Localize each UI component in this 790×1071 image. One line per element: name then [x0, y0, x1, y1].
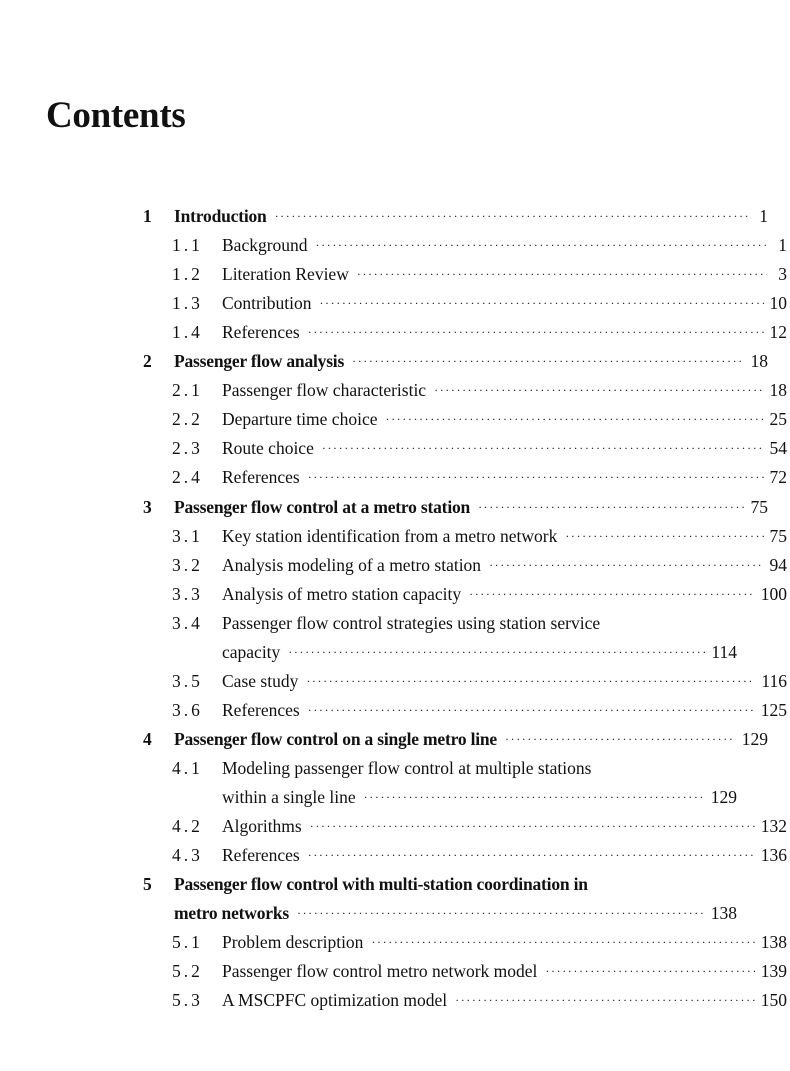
dot-leader — [308, 465, 764, 489]
toc-page-number: 125 — [760, 699, 787, 720]
toc-entry-body — [143, 495, 768, 521]
toc-entry-number: 3.1 — [172, 525, 203, 546]
dot-leader — [288, 640, 705, 664]
toc-entry-body — [172, 320, 787, 346]
toc-section-entry[interactable] — [172, 698, 787, 722]
dot-leader — [308, 320, 764, 344]
dot-leader — [455, 988, 755, 1012]
toc-entry-title: References — [222, 845, 300, 866]
toc-page-number: 75 — [769, 525, 787, 546]
toc-entry-title-continued: metro networks — [174, 903, 289, 924]
toc-page-number: 18 — [769, 380, 787, 401]
dot-leader — [308, 698, 755, 722]
toc-entry-body — [172, 436, 787, 462]
toc-entry-body — [172, 262, 787, 288]
toc-entry-body — [172, 582, 787, 608]
toc-entry-title: Algorithms — [222, 816, 302, 837]
toc-entry-title: Contribution — [222, 293, 312, 314]
toc-entry-title: Analysis modeling of a metro station — [222, 554, 482, 575]
dot-leader — [308, 843, 755, 867]
toc-entry-body — [172, 233, 787, 259]
toc-entry-body — [172, 465, 787, 491]
toc-entry-body — [172, 407, 787, 433]
toc-section-entry[interactable] — [172, 378, 787, 402]
toc-page-number: 136 — [760, 845, 787, 866]
toc-entry-number: 2.1 — [172, 380, 203, 401]
toc-entry-number: 3.3 — [172, 583, 203, 604]
toc-page-number: 132 — [760, 816, 787, 837]
toc-section-entry[interactable] — [172, 436, 787, 460]
dot-leader — [385, 407, 763, 431]
toc-page-number: 94 — [769, 554, 787, 575]
toc-chapter-entry[interactable] — [143, 349, 768, 373]
toc-page-number: 25 — [769, 409, 787, 430]
toc-entry-title-continued: capacity — [222, 641, 281, 662]
toc-section-entry[interactable] — [172, 407, 787, 431]
toc-entry-body — [172, 959, 787, 985]
toc-entry-title: Passenger flow control with multi-station coordination in — [174, 874, 588, 895]
toc-section-entry[interactable] — [172, 611, 737, 635]
toc-entry-number: 4 — [143, 728, 152, 749]
toc-section-entry[interactable] — [172, 814, 787, 838]
dot-leader — [469, 582, 755, 606]
toc-entry-body — [172, 611, 737, 635]
dot-leader — [310, 814, 755, 838]
toc-entry-title: Passenger flow characteristic — [222, 380, 427, 401]
toc-page-number: 139 — [760, 961, 787, 982]
toc-entry-continuation[interactable] — [222, 785, 737, 809]
toc-entry-body — [222, 640, 737, 666]
toc-chapter-entry[interactable] — [143, 727, 768, 751]
toc-entry-number: 5.1 — [172, 932, 203, 953]
toc-entry-body — [172, 843, 787, 869]
dot-leader — [565, 524, 763, 548]
toc-page-number: 138 — [760, 932, 787, 953]
toc-entry-number: 3.4 — [172, 612, 203, 633]
toc-entry-number: 4.2 — [172, 816, 203, 837]
toc-entry-body — [174, 901, 737, 927]
dot-leader — [352, 349, 744, 373]
toc-entry-body — [143, 349, 768, 375]
toc-entry-body — [172, 756, 737, 780]
dot-leader — [316, 233, 767, 257]
toc-entry-body — [143, 204, 768, 230]
toc-entry-title: References — [222, 322, 300, 343]
toc-section-entry[interactable] — [172, 524, 787, 548]
toc-entry-title: Analysis of metro station capacity — [222, 583, 462, 604]
dot-leader — [545, 959, 754, 983]
dot-leader — [364, 785, 705, 809]
toc-entry-body — [143, 872, 737, 896]
toc-entry-title: References — [222, 699, 300, 720]
toc-entry-title: Problem description — [222, 932, 364, 953]
toc-page-number: 116 — [761, 670, 787, 691]
toc-entry-body — [172, 698, 787, 724]
toc-entry-title: Passenger flow control metro network model — [222, 961, 538, 982]
toc-entry-title: Departure time choice — [222, 409, 378, 430]
toc-page-number: 100 — [760, 583, 787, 604]
toc-page-number: 138 — [710, 903, 737, 924]
toc-section-entry[interactable] — [172, 262, 787, 286]
dot-leader — [371, 930, 754, 954]
toc-page-number: 129 — [710, 787, 737, 807]
toc-entry-title: Key station identification from a metro network — [222, 525, 558, 546]
toc-entry-body — [143, 727, 768, 753]
toc-entry-continuation[interactable] — [174, 901, 737, 925]
toc-entry-title-continued: within a single line — [222, 787, 356, 807]
toc-section-entry[interactable] — [172, 843, 787, 867]
toc-entry-number: 2.2 — [172, 409, 203, 430]
toc-section-entry[interactable] — [172, 930, 787, 954]
toc-page-number: 1 — [759, 206, 768, 226]
toc-section-entry[interactable] — [172, 582, 787, 606]
toc-entry-number: 1.3 — [172, 293, 203, 314]
toc-entry-number: 5.3 — [172, 990, 203, 1011]
toc-entry-title: Passenger flow control at a metro station — [174, 496, 471, 517]
toc-entry-number: 5 — [143, 874, 152, 895]
toc-section-entry[interactable] — [172, 233, 787, 257]
toc-page-number: 129 — [741, 728, 768, 749]
toc-entry-body — [172, 814, 787, 840]
toc-page-number: 114 — [711, 641, 737, 662]
toc-entry-title: Introduction — [174, 206, 267, 226]
toc-page-number: 10 — [769, 293, 787, 314]
page-title: Contents — [46, 95, 186, 136]
toc-entry-body — [172, 669, 787, 695]
toc-entry-number: 4.3 — [172, 845, 203, 866]
dot-leader — [357, 262, 767, 286]
toc-entry-number: 2 — [143, 351, 152, 372]
toc-section-entry[interactable] — [172, 756, 737, 780]
toc-page-number: 54 — [769, 438, 787, 459]
toc-entry-number: 4.1 — [172, 757, 203, 778]
toc-section-entry[interactable] — [172, 669, 787, 693]
dot-leader — [322, 436, 764, 460]
toc-entry-number: 3.5 — [172, 670, 203, 691]
toc-page-number: 150 — [760, 990, 787, 1011]
dot-leader — [306, 669, 755, 693]
toc-entry-body — [172, 988, 787, 1014]
toc-entry-title: Passenger flow analysis — [174, 351, 345, 372]
toc-page-number: 12 — [769, 322, 787, 343]
toc-entry-body — [172, 524, 787, 550]
toc-entry-number: 1.2 — [172, 264, 203, 285]
toc-page-number: 3 — [778, 264, 787, 285]
toc-entry-body — [222, 785, 737, 811]
toc-entry-number: 2.3 — [172, 438, 203, 459]
toc-section-entry[interactable] — [172, 553, 787, 577]
toc-page-number: 72 — [769, 467, 787, 488]
toc-entry-body — [172, 378, 787, 404]
dot-leader — [489, 553, 763, 577]
toc-entry-title: Literation Review — [222, 264, 349, 285]
toc-section-entry[interactable] — [172, 465, 787, 489]
toc-entry-number: 3.2 — [172, 554, 203, 575]
toc-entry-number: 1 — [143, 206, 152, 226]
dot-leader — [434, 378, 763, 402]
toc-section-entry[interactable] — [172, 988, 787, 1012]
toc-page-number: 1 — [778, 235, 787, 256]
toc-entry-title: Background — [222, 235, 308, 256]
toc-chapter-entry[interactable] — [143, 495, 768, 519]
toc-section-entry[interactable] — [172, 959, 787, 983]
toc-entry-body — [172, 291, 787, 317]
dot-leader — [297, 901, 705, 925]
toc-page-number: 18 — [750, 351, 768, 372]
toc-entry-title: References — [222, 467, 300, 488]
toc-entry-title: Passenger flow control strategies using station service — [222, 612, 601, 633]
toc-entry-number: 1.1 — [172, 235, 203, 256]
dot-leader — [319, 291, 763, 315]
toc-entry-number: 5.2 — [172, 961, 203, 982]
toc-entry-title: Case study — [222, 670, 299, 691]
toc-entry-number: 3.6 — [172, 699, 203, 720]
dot-leader — [275, 204, 748, 228]
toc-entry-number: 2.4 — [172, 467, 203, 488]
toc-entry-title: Modeling passenger flow control at multiple stations — [222, 757, 592, 778]
toc-entry-title: Route choice — [222, 438, 314, 459]
toc-entry-body — [172, 930, 787, 956]
toc-entry-body — [172, 553, 787, 579]
dot-leader — [505, 727, 736, 751]
toc-entry-number: 3 — [143, 496, 152, 517]
toc-page-number: 75 — [750, 496, 768, 517]
toc-section-entry[interactable] — [172, 320, 787, 344]
toc-entry-number: 1.4 — [172, 322, 203, 343]
toc-section-entry[interactable] — [172, 291, 787, 315]
dot-leader — [478, 495, 744, 519]
toc-chapter-entry[interactable] — [143, 872, 737, 896]
toc-entry-continuation[interactable] — [222, 640, 737, 664]
toc-entry-title: Passenger flow control on a single metro line — [174, 728, 497, 749]
toc-entry-title: A MSCPFC optimization model — [222, 990, 448, 1011]
toc-chapter-entry[interactable] — [143, 204, 768, 228]
